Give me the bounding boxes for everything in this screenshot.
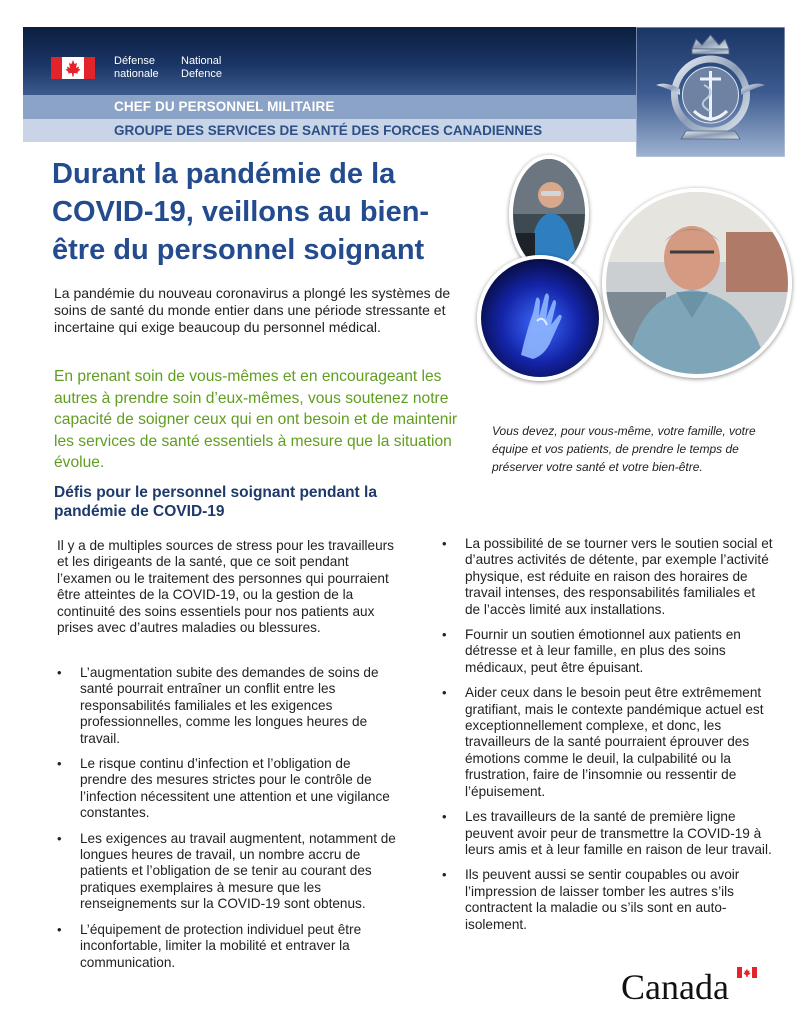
department-name-en: National Defence	[181, 55, 222, 80]
section-heading: Défis pour le personnel soignant pendant la pandémie de COVID-19	[54, 484, 377, 520]
department-name-fr: Défense nationale	[114, 55, 159, 80]
list-item: • Les travailleurs de la santé de première ligne peuvent avoir peur de transmettre la COVID-19 à leurs amis et à leur famille en raison de leur travail.	[442, 809, 774, 858]
challenges-list-left	[57, 665, 399, 980]
photo-health-worker-clinic	[602, 188, 792, 378]
wordmark-text: Canada	[621, 967, 729, 1005]
organization-name: CHEF DU PERSONNEL MILITAIRE	[114, 99, 335, 114]
canada-wordmark-logo	[621, 965, 761, 1005]
photo-caption: Vous devez, pour vous-même, votre famille, votre équipe et vos patients, de prendre le temps de préserver votre santé et votre bien-être.	[492, 424, 756, 474]
list-item: • L’équipement de protection individuel peut être inconfortable, limiter la mobilité et entraver la communication.	[57, 922, 399, 971]
list-item: • Aider ceux dans le besoin peut être extrêmement gratifiant, mais le contexte pandémique actuel est exceptionnellement complexe, et donc, les travailleurs de la santé pourraient éprouver des émotions comme le deuil, la culpabilité ou la frustration, faire de l’insomnie ou ressentir de l’épuisement.	[442, 685, 774, 800]
challenges-list-right	[442, 536, 774, 942]
list-item: • L’augmentation subite des demandes de soins de santé pourrait entraîner un conflit entre les responsabilités familiales et les exigences professionnelles, comme les longues heures de travail.	[57, 665, 399, 747]
page-title: Durant la pandémie de la COVID-19, veillons au bien-être du personnel soignant	[52, 158, 430, 266]
section-intro-paragraph: Il y a de multiples sources de stress pour les travailleurs et les dirigeants de la santé, que ce soit pendant l’examen ou le traitement des personnes qui pourraient être atteintes de la COVID-19, ou la gestion de la continuité des soins essentiels pour nos patients aux prises avec d’autres maladies ou blessures.	[57, 538, 394, 636]
key-message: En prenant soin de vous-mêmes et en encourageant les autres à prendre soin d’eux-mêmes, vous soutenez notre capacité de soigner ceux qui en ont besoin et de maintenir les services de santé essentiels à mesure que la situation évolue.	[54, 368, 458, 471]
list-item: • La possibilité de se tourner vers le soutien social et d’autres activités de détente, par exemple l’activité physique, est réduite en raison des horaires de travail intenses, des responsabilités familiales et de l’accès limité aux installations.	[442, 536, 774, 618]
intro-paragraph: La pandémie du nouveau coronavirus a plongé les systèmes de soins de santé du monde entier dans une période stressante et incertaine qui exige beaucoup du personnel médical.	[54, 285, 451, 335]
caf-health-services-badge-icon	[636, 27, 785, 157]
canada-flag-icon	[51, 57, 95, 79]
list-item: • Le risque continu d’infection et l’obligation de prendre des mesures strictes pour le contrôle de l’infection nécessitent une attention et une vigilance constantes.	[57, 756, 399, 822]
list-item: • Ils peuvent aussi se sentir coupables ou avoir l’impression de laisser tomber les autres s’ils contractent la maladie ou s’ils sont en auto-isolement.	[442, 867, 774, 933]
group-name: GROUPE DES SERVICES DE SANTÉ DES FORCES CANADIENNES	[114, 123, 543, 138]
photo-uv-hands	[477, 255, 603, 381]
list-item: • Les exigences au travail augmentent, notamment de longues heures de travail, un nombre accru de patients et l’obligation de se tenir au courant des pratiques exemplaires à mesure que les renseignements sur la COVID-19 sont obtenus.	[57, 831, 399, 913]
list-item: • Fournir un soutien émotionnel aux patients en détresse et à leur famille, en plus des soins médicaux, peut être épuisant.	[442, 627, 774, 676]
